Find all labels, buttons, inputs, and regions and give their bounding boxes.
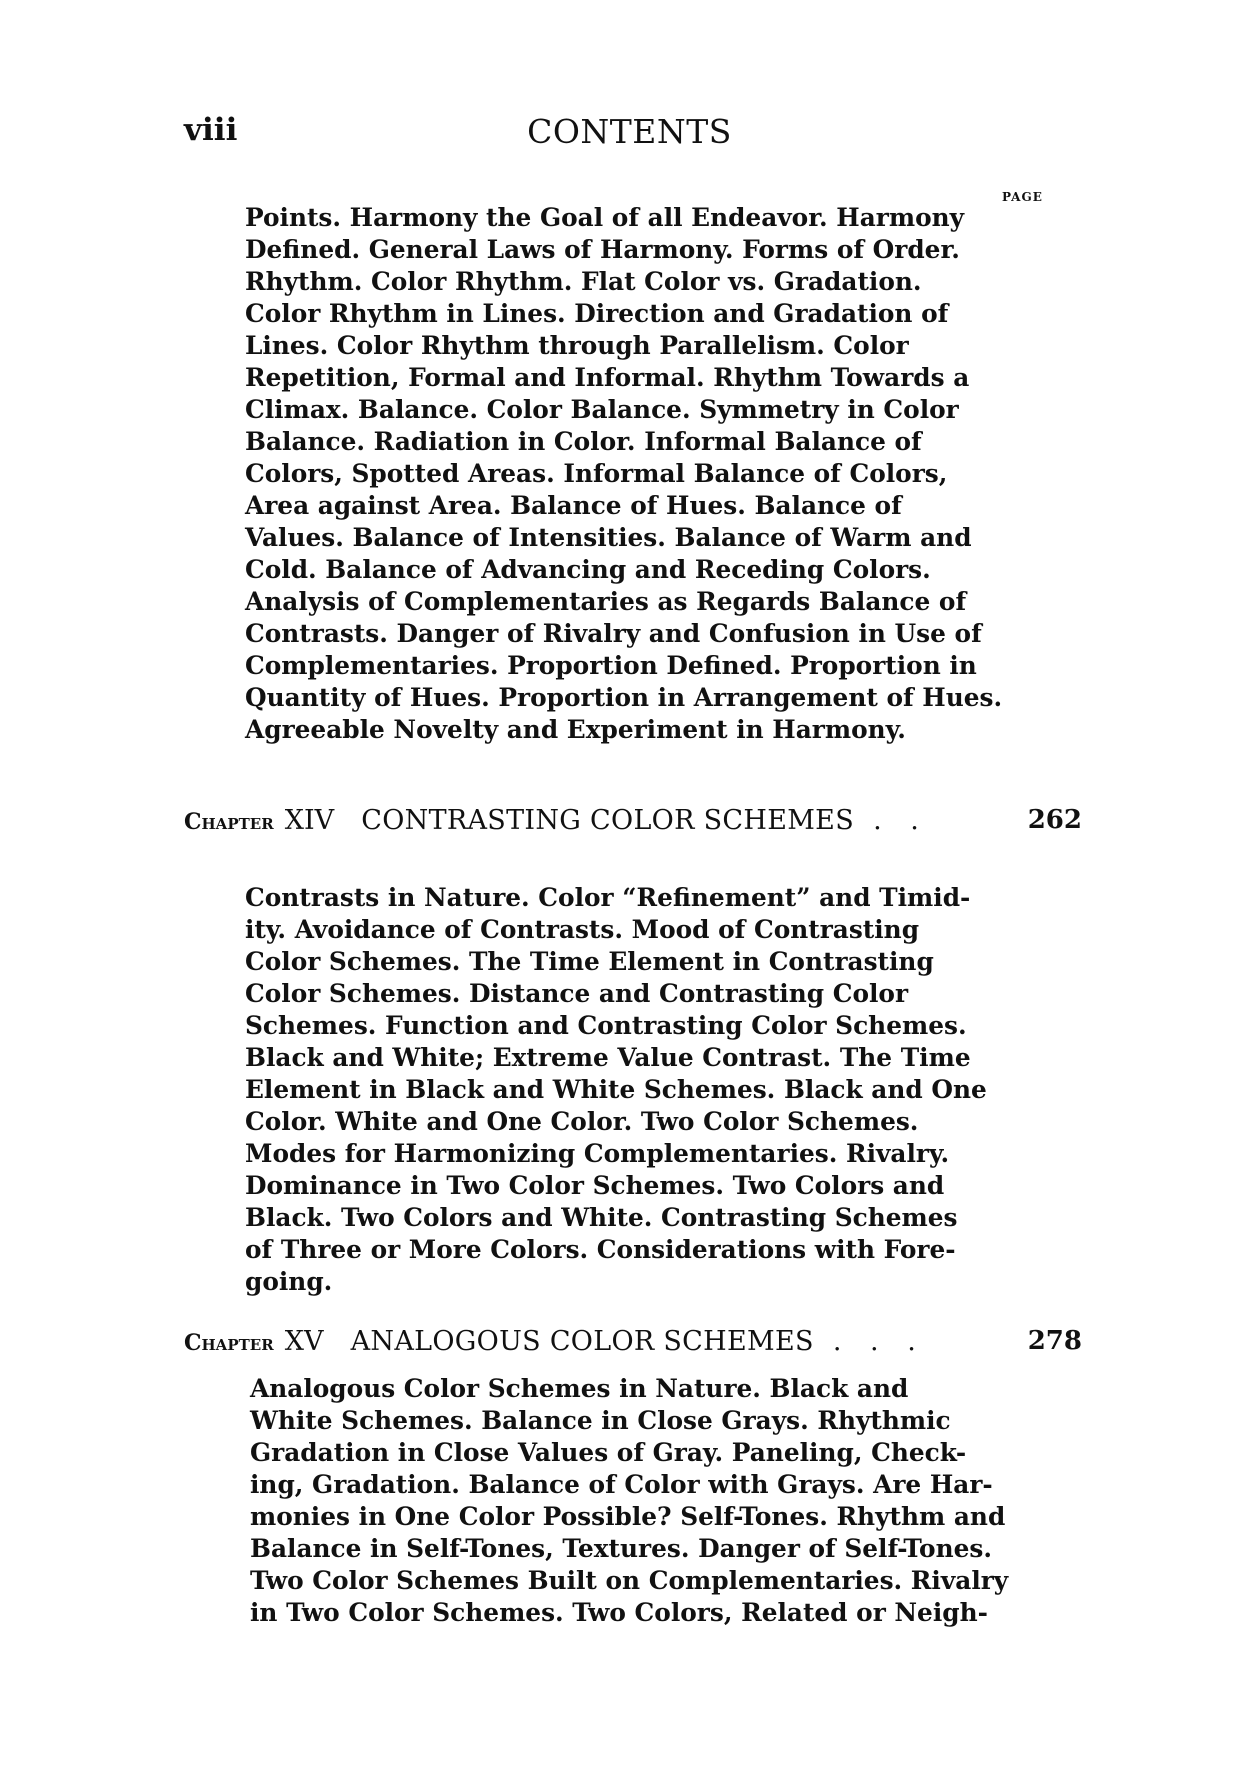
summary-line: Complementaries. Proportion Defined. Proportion in: [245, 651, 977, 680]
chapter-title: CONTRASTING COLOR SCHEMES: [361, 805, 854, 836]
chapter-label: Chapter: [184, 809, 274, 835]
leader-dots: . . .: [832, 1326, 926, 1357]
page-header: [0, 112, 1259, 162]
summary-line: Color Schemes. Distance and Contrasting Color: [245, 979, 909, 1008]
summary-line: Contrasts. Danger of Rivalry and Confusion in Use of: [245, 619, 982, 648]
chapter-13-continued-summary: [245, 202, 1020, 746]
summary-line: Rhythm. Color Rhythm. Flat Color vs. Gradation.: [245, 267, 922, 296]
summary-line: White Schemes. Balance in Close Grays. Rhythmic: [250, 1406, 951, 1435]
summary-line: of Three or More Colors. Considerations with Fore-: [245, 1235, 956, 1264]
summary-line: Analogous Color Schemes in Nature. Black and: [250, 1374, 909, 1403]
summary-line: ing, Gradation. Balance of Color with Grays. Are Har-: [250, 1470, 993, 1499]
summary-line: Black and White; Extreme Value Contrast. The Time: [245, 1043, 971, 1072]
chapter-14-summary: [245, 882, 1020, 1298]
chapter-page-number: 262: [1027, 805, 1082, 835]
summary-line: Color Schemes. The Time Element in Contrasting: [245, 947, 934, 976]
summary-line: Black. Two Colors and White. Contrasting Schemes: [245, 1203, 958, 1232]
summary-line: Quantity of Hues. Proportion in Arrangement of Hues.: [245, 683, 1003, 712]
summary-line: Balance. Radiation in Color. Informal Balance of: [245, 427, 922, 456]
summary-line: Two Color Schemes Built on Complementaries. Rivalry: [250, 1566, 1009, 1595]
summary-line: ity. Avoidance of Contrasts. Mood of Contrasting: [245, 915, 920, 944]
chapter-page-number: 278: [1027, 1326, 1082, 1356]
summary-line: Color. White and One Color. Two Color Schemes.: [245, 1107, 919, 1136]
chapter-title: ANALOGOUS COLOR SCHEMES: [350, 1326, 814, 1357]
page-title: CONTENTS: [527, 112, 732, 151]
summary-line: Cold. Balance of Advancing and Receding Colors.: [245, 555, 931, 584]
page-column-label: PAGE: [1002, 190, 1043, 204]
leader-dots: . .: [873, 805, 929, 836]
chapter-number: XV: [284, 1326, 324, 1357]
chapter-label: Chapter: [184, 1330, 274, 1356]
chapter-number: XIV: [284, 805, 335, 836]
summary-line: Points. Harmony the Goal of all Endeavor. Harmony: [245, 203, 965, 232]
summary-line: Color Rhythm in Lines. Direction and Gradation of: [245, 299, 949, 328]
page-folio: viii: [184, 112, 238, 148]
summary-line: monies in One Color Possible? Self-Tones. Rhythm and: [250, 1502, 1006, 1531]
summary-line: Lines. Color Rhythm through Parallelism. Color: [245, 331, 909, 360]
summary-line: Area against Area. Balance of Hues. Balance of: [245, 491, 902, 520]
chapter-15-summary: [250, 1373, 1020, 1629]
summary-line: Colors, Spotted Areas. Informal Balance of Colors,: [245, 459, 948, 488]
summary-line: Agreeable Novelty and Experiment in Harmony.: [245, 715, 906, 744]
summary-line: Element in Black and White Schemes. Black and One: [245, 1075, 987, 1104]
summary-line: Dominance in Two Color Schemes. Two Colors and: [245, 1171, 945, 1200]
summary-line: Defined. General Laws of Harmony. Forms of Order.: [245, 235, 960, 264]
summary-line: Climax. Balance. Color Balance. Symmetry in Color: [245, 395, 959, 424]
summary-line: Balance in Self-Tones, Textures. Danger of Self-Tones.: [250, 1534, 992, 1563]
summary-line: Modes for Harmonizing Complementaries. Rivalry.: [245, 1139, 950, 1168]
summary-line: Gradation in Close Values of Gray. Paneling, Check-: [250, 1438, 967, 1467]
summary-line: in Two Color Schemes. Two Colors, Related or Neigh-: [250, 1598, 988, 1627]
summary-line: going.: [245, 1267, 333, 1296]
summary-line: Analysis of Complementaries as Regards Balance of: [245, 587, 967, 616]
chapter-15-entry: [184, 1326, 1082, 1362]
summary-line: Values. Balance of Intensities. Balance of Warm and: [245, 523, 972, 552]
chapter-14-entry: [184, 805, 1082, 841]
summary-line: Contrasts in Nature. Color “Refinement” and Timid-: [245, 883, 971, 912]
summary-line: Repetition, Formal and Informal. Rhythm Towards a: [245, 363, 970, 392]
summary-line: Schemes. Function and Contrasting Color Schemes.: [245, 1011, 967, 1040]
